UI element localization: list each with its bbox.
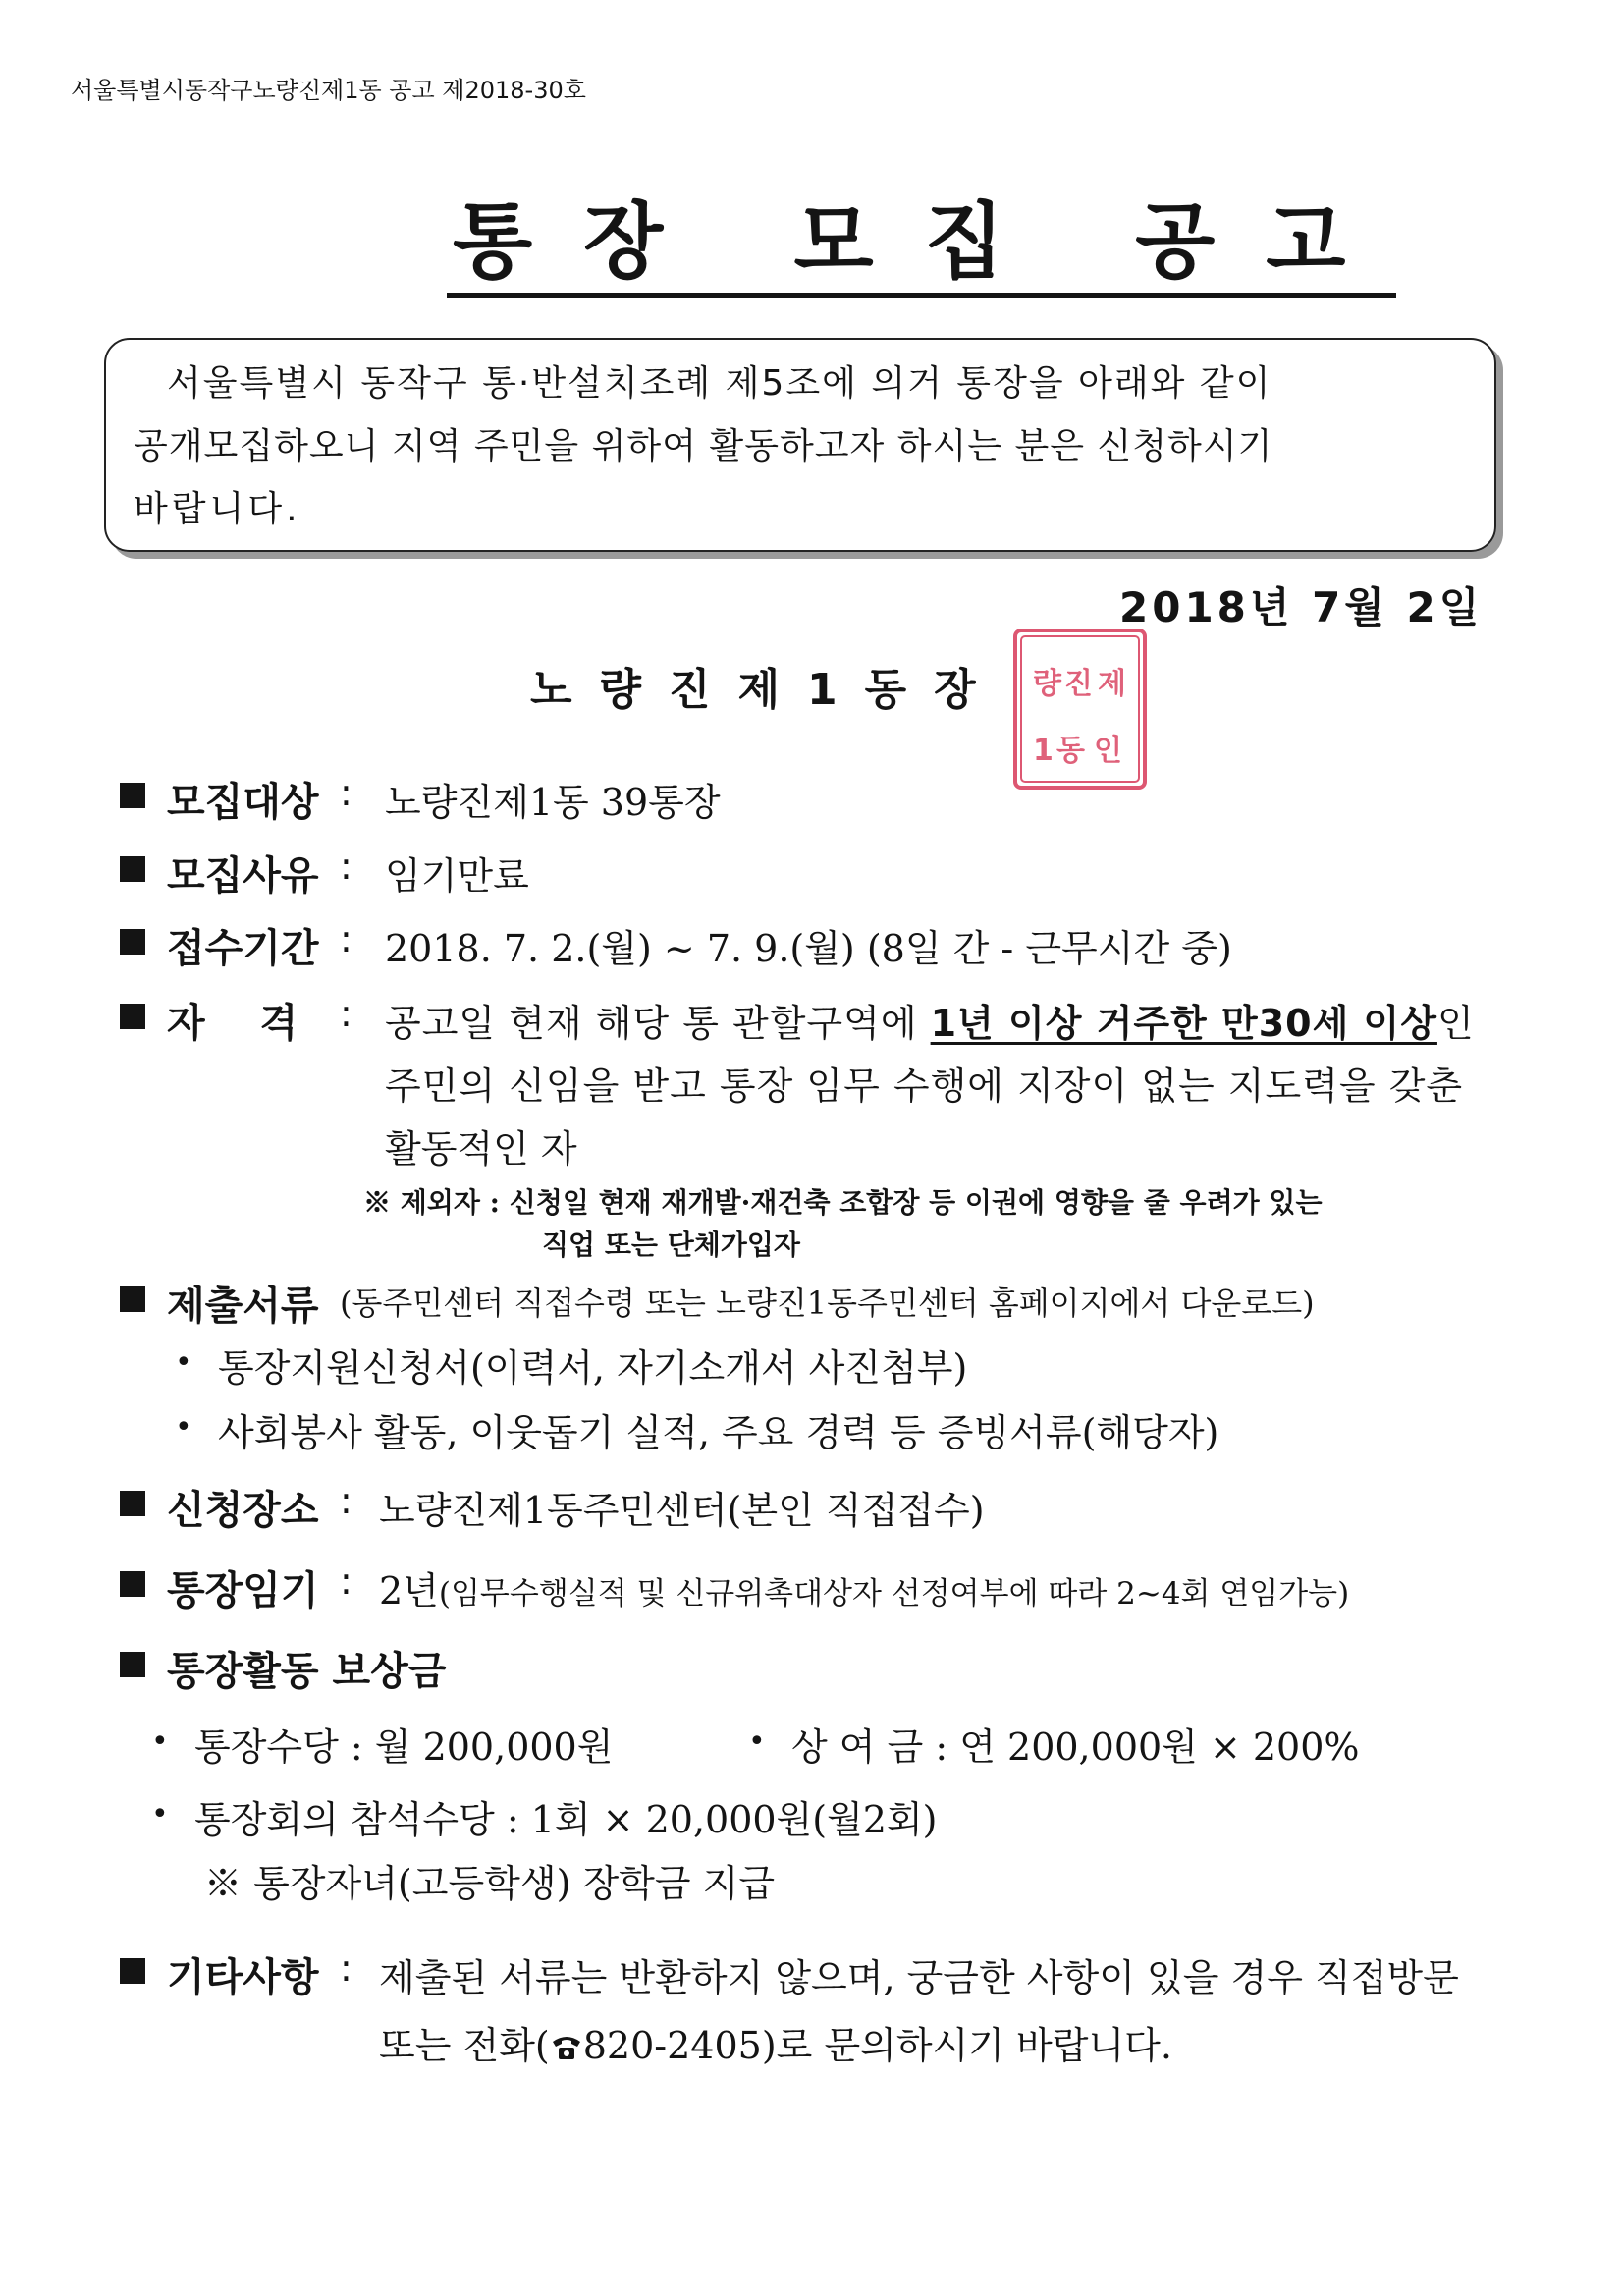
other-line-2-end: )로 문의하시기 바랍니다.	[761, 2024, 1172, 2067]
target-colon: :	[340, 771, 352, 814]
notice-date: 2018년 7월 2일	[1119, 583, 1484, 631]
document-item-1: 통장지원신청서(이력서, 자기소개서 사진첨부)	[218, 1346, 968, 1390]
list-bullet-icon: •	[175, 1410, 192, 1445]
period-value: 2018. 7. 2.(월) ~ 7. 9.(월) (8일 간 - 근무시간 중)	[385, 927, 1232, 970]
seal-char: 량	[1033, 667, 1061, 701]
section-bullet-icon	[120, 783, 145, 808]
term-note: (임무수행실적 및 신규위촉대상자 선정여부에 따라 2~4회 연임가능)	[438, 1576, 1350, 1612]
term-label: 통장임기	[167, 1568, 319, 1613]
period-label: 접수기간	[167, 926, 319, 971]
other-line-2-start: 또는 전화(	[379, 2024, 550, 2067]
seal-char: 1	[1033, 734, 1054, 768]
intro-line-1: 서울특별시 동작구 통·반설치조례 제5조에 의거 통장을 아래와 같이	[167, 363, 1272, 404]
period-colon: :	[340, 917, 352, 960]
list-bullet-icon: •	[151, 1797, 169, 1831]
compensation-label: 통장활동 보상금	[167, 1649, 447, 1694]
reason-value: 임기만료	[385, 854, 529, 898]
official-seal	[1009, 625, 1151, 793]
page-title: 통장 모집 공고	[447, 194, 1396, 298]
reason-colon: :	[340, 845, 352, 888]
document-item-2: 사회봉사 활동, 이웃돕기 실적, 주요 경력 등 증빙서류(해당자)	[218, 1411, 1219, 1454]
document-number: 서울특별시동작구노량진제1동 공고 제2018-30호	[71, 77, 586, 104]
section-bullet-icon	[120, 1004, 145, 1029]
seal-char: 동	[1056, 734, 1085, 768]
scholarship-note: ※ 통장자녀(고등학생) 장학금 지급	[204, 1862, 776, 1905]
place-colon: :	[340, 1479, 352, 1522]
documents-note: (동주민센터 직접수령 또는 노량진1동주민센터 홈페이지에서 다운로드)	[340, 1285, 1315, 1322]
documents-label: 제출서류	[167, 1284, 319, 1329]
seal-char: 인	[1094, 734, 1122, 768]
section-bullet-icon	[120, 856, 145, 882]
telephone-icon	[550, 2032, 583, 2061]
qualification-text-end: 인	[1436, 1002, 1475, 1045]
qualification-line-3: 활동적인 자	[385, 1127, 577, 1171]
intro-line-3: 바랍니다.	[134, 489, 301, 529]
place-value: 노량진제1동주민센터(본인 직접접수)	[379, 1489, 985, 1532]
other-line-1: 제출된 서류는 반환하지 않으며, 궁금한 사항이 있을 경우 직접방문	[379, 1956, 1459, 1999]
phone-number: 820-2405	[582, 2024, 762, 2067]
reason-label: 모집사유	[167, 853, 319, 899]
seal-char: 제	[1098, 667, 1126, 701]
list-bullet-icon: •	[748, 1724, 766, 1759]
term-main: 2년	[379, 1569, 439, 1613]
section-bullet-icon	[120, 1491, 145, 1516]
target-value: 노량진제1동 39통장	[385, 781, 721, 824]
section-bullet-icon	[120, 929, 145, 955]
qualification-line-2: 주민의 신임을 받고 통장 임무 수행에 지장이 없는 지도력을 갖춘	[385, 1065, 1464, 1108]
intro-line-2: 공개모집하오니 지역 주민을 위하여 활동하고자 하시는 분은 신청하시기	[134, 426, 1273, 466]
section-bullet-icon	[120, 1958, 145, 1984]
allowance: 통장수당 : 월 200,000원	[194, 1725, 614, 1769]
section-bullet-icon	[120, 1571, 145, 1597]
term-value	[379, 1560, 1349, 1614]
qualification-colon: :	[340, 992, 352, 1035]
other-label: 기타사항	[167, 1955, 319, 2000]
other-colon: :	[340, 1946, 352, 1990]
place-label: 신청장소	[167, 1488, 319, 1533]
exclusion-line-1: ※ 제외자 : 신청일 현재 재개발·재건축 조합장 등 이권에 영향을 줄 우려가 있는	[363, 1186, 1323, 1219]
exclusion-line-2: 직업 또는 단체가입자	[542, 1229, 800, 1261]
qualification-text: 공고일 현재 해당 통 관할구역에	[385, 1002, 931, 1045]
seal-char: 진	[1064, 667, 1093, 701]
target-label: 모집대상	[167, 780, 319, 825]
list-bullet-icon: •	[151, 1724, 169, 1759]
qualification-label: 자 격	[167, 1001, 298, 1046]
section-bullet-icon	[120, 1652, 145, 1677]
other-line-2	[379, 2015, 1172, 2069]
meeting-allowance: 통장회의 참석수당 : 1회 × 20,000원(월2회)	[194, 1798, 938, 1841]
list-bullet-icon: •	[175, 1345, 192, 1380]
bonus: 상 여 금 : 연 200,000원 × 200%	[791, 1725, 1360, 1769]
term-colon: :	[340, 1559, 352, 1603]
qualification-emphasis: 1년 이상 거주한 만30세 이상	[930, 1002, 1437, 1045]
issuer-name: 노량진제1동장	[530, 665, 1003, 715]
qualification-line-1	[385, 993, 1475, 1047]
section-bullet-icon	[120, 1286, 145, 1312]
